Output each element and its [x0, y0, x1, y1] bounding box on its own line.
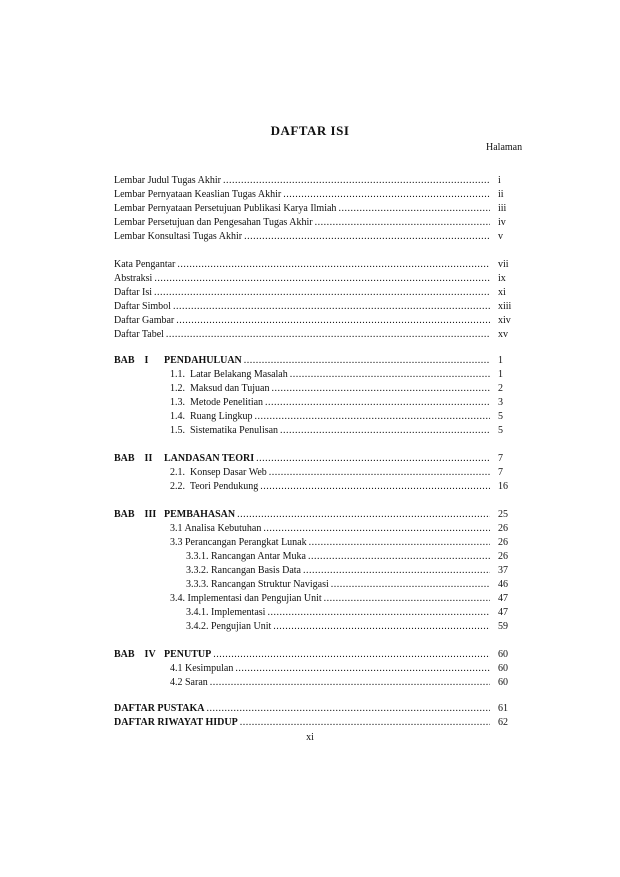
toc-entry-label: Daftar Gambar	[114, 315, 175, 326]
toc-entry-page: xiii	[498, 301, 512, 312]
dot-leader	[324, 592, 490, 606]
dot-leader	[273, 620, 490, 634]
toc-entry-label: 3.1 Analisa Kebutuhan	[170, 523, 262, 534]
toc-entry	[114, 662, 516, 676]
toc-entry-label: 1.2. Maksud dan Tujuan	[170, 383, 270, 394]
toc-entry-page: 46	[498, 579, 508, 590]
toc-entry-page: ix	[498, 273, 506, 284]
toc-entry	[114, 188, 516, 202]
toc-entry-label: 1.3. Metode Penelitian	[170, 397, 264, 408]
dot-leader	[176, 314, 490, 328]
toc-entry-label: Lembar Persetujuan dan Pengesahan Tugas Akhir	[114, 217, 313, 228]
toc-entry-label: 1.4. Ruang Lingkup	[170, 411, 253, 422]
dot-leader	[154, 286, 490, 300]
toc-entry	[114, 522, 516, 536]
toc-entry-label: 2.2. Teori Pendukung	[170, 481, 259, 492]
toc-entry	[114, 606, 516, 620]
toc-entry	[114, 286, 516, 300]
toc-entry-label: Lembar Konsultasi Tugas Akhir	[114, 231, 243, 242]
dot-leader	[263, 522, 490, 536]
toc-entry	[114, 328, 516, 342]
dot-leader	[213, 648, 490, 662]
dot-leader	[235, 662, 490, 676]
dot-leader	[260, 480, 490, 494]
toc-entry-label: Daftar Isi	[114, 287, 153, 298]
toc-entry-label: 3.4.1. Implementasi	[186, 607, 266, 618]
toc-entry	[114, 216, 516, 230]
toc-entry	[114, 258, 516, 272]
toc-entry-page: iv	[498, 217, 506, 228]
toc-entry-page: 5	[498, 425, 503, 436]
toc-entry-label: DAFTAR RIWAYAT HIDUP	[114, 717, 238, 728]
toc-entry-page: 1	[498, 355, 503, 366]
toc-entry-page: 60	[498, 663, 508, 674]
toc-entry-page: 26	[498, 537, 508, 548]
toc-entry-page: 7	[498, 467, 503, 478]
toc-entry-page: 5	[498, 411, 503, 422]
dot-leader	[269, 466, 490, 480]
toc-entry	[114, 410, 516, 424]
toc-entry	[114, 676, 516, 690]
page-title: DAFTAR ISI	[270, 123, 350, 138]
dot-leader	[240, 716, 490, 730]
toc-entry	[114, 620, 516, 634]
toc-entry-page: 7	[498, 453, 503, 464]
chapter-number: BAB III	[114, 509, 157, 520]
toc-entry-page: ii	[498, 189, 504, 200]
dot-leader	[265, 396, 490, 410]
toc-entry-page: 37	[498, 565, 508, 576]
toc-entry	[114, 648, 516, 662]
toc-entry	[114, 368, 516, 382]
toc-entry-label: 3.3.1. Rancangan Antar Muka	[186, 551, 306, 562]
toc-entry	[114, 174, 516, 188]
toc-entry-label: 3.3 Perancangan Perangkat Lunak	[170, 537, 307, 548]
toc-entry	[114, 202, 516, 216]
toc-entry-page: iii	[498, 203, 507, 214]
toc-entry-label: PENDAHULUAN	[164, 355, 242, 366]
dot-leader	[154, 272, 490, 286]
dot-leader	[338, 202, 490, 216]
toc-entry-page: 61	[498, 703, 508, 714]
toc-entry-label: PENUTUP	[164, 649, 212, 660]
dot-leader	[173, 300, 490, 314]
chapter-number: BAB IV	[114, 649, 156, 660]
toc-entry	[114, 564, 516, 578]
toc-entry-page: 47	[498, 607, 508, 618]
toc-entry-label: 3.4. Implementasi dan Pengujian Unit	[170, 593, 322, 604]
dot-leader	[244, 354, 490, 368]
dot-leader	[206, 702, 490, 716]
toc-entry-label: PEMBAHASAN	[164, 509, 236, 520]
dot-leader	[223, 174, 490, 188]
toc-entry-page: 3	[498, 397, 503, 408]
dot-leader	[290, 368, 490, 382]
toc-entry	[114, 452, 516, 466]
toc-entry-page: vii	[498, 259, 509, 270]
toc-entry-label: 3.3.2. Rancangan Basis Data	[186, 565, 301, 576]
toc-entry-page: 60	[498, 649, 508, 660]
dot-leader	[331, 578, 490, 592]
toc-entry-page: 47	[498, 593, 508, 604]
dot-leader	[303, 564, 490, 578]
toc-entry-label: Kata Pengantar	[114, 259, 176, 270]
toc-entry-label: 3.4.2. Pengujian Unit	[186, 621, 272, 632]
dot-leader	[244, 230, 490, 244]
toc-entry	[114, 382, 516, 396]
toc-entry	[114, 508, 516, 522]
toc-entry	[114, 480, 516, 494]
toc-entry-label: DAFTAR PUSTAKA	[114, 703, 205, 714]
chapter-number: BAB I	[114, 355, 149, 366]
toc-entry	[114, 536, 516, 550]
toc-entry-page: 26	[498, 551, 508, 562]
toc-entry	[114, 466, 516, 480]
toc-entry	[114, 314, 516, 328]
toc-entry-label: 2.1. Konsep Dasar Web	[170, 467, 267, 478]
toc-entry-page: 59	[498, 621, 508, 632]
toc-entry-page: v	[498, 231, 503, 242]
dot-leader	[308, 550, 490, 564]
toc-entry-label: Abstraksi	[114, 273, 153, 284]
toc-entry	[114, 578, 516, 592]
dot-leader	[267, 606, 490, 620]
toc-entry	[114, 702, 516, 716]
toc-entry-label: Lembar Pernyataan Keaslian Tugas Akhir	[114, 189, 282, 200]
toc-entry-label: LANDASAN TEORI	[164, 453, 255, 464]
toc-entry-label: 3.3.3. Rancangan Struktur Navigasi	[186, 579, 329, 590]
toc-entry-page: i	[498, 175, 501, 186]
dot-leader	[315, 216, 490, 230]
dot-leader	[283, 188, 490, 202]
toc-entry-page: xiv	[498, 315, 511, 326]
toc-entry-label: Lembar Judul Tugas Akhir	[114, 175, 221, 186]
toc-entry-label: 1.5. Sistematika Penulisan	[170, 425, 279, 436]
page-number: xi	[306, 732, 314, 743]
halaman-label: Halaman	[486, 142, 523, 153]
toc-entry-label: 4.1 Kesimpulan	[170, 663, 234, 674]
toc-entry-page: 62	[498, 717, 508, 728]
dot-leader	[271, 382, 490, 396]
toc-entry-page: 25	[498, 509, 508, 520]
toc-entry-label: Lembar Pernyataan Persetujuan Publikasi Karya Ilmiah	[114, 203, 337, 214]
toc-entry-page: 60	[498, 677, 508, 688]
toc-entry-page: 26	[498, 523, 508, 534]
dot-leader	[237, 508, 490, 522]
toc-entry-label: 1.1. Latar Belakang Masalah	[170, 369, 288, 380]
toc-entry-label: Daftar Simbol	[114, 301, 171, 312]
toc-entry-page: 1	[498, 369, 503, 380]
dot-leader	[166, 328, 490, 342]
toc-entry-page: 2	[498, 383, 503, 394]
toc-entry	[114, 550, 516, 564]
toc-entry	[114, 272, 516, 286]
dot-leader	[177, 258, 490, 272]
toc-entry-page: 16	[498, 481, 508, 492]
chapter-number: BAB II	[114, 453, 153, 464]
dot-leader	[210, 676, 490, 690]
dot-leader	[256, 452, 490, 466]
toc-entry-label: Daftar Tabel	[114, 329, 164, 340]
dot-leader	[280, 424, 490, 438]
toc-entry	[114, 716, 516, 730]
toc-entry	[114, 424, 516, 438]
toc-entry	[114, 396, 516, 410]
toc-entry	[114, 300, 516, 314]
toc-entry-label: 4.2 Saran	[170, 677, 208, 688]
dot-leader	[255, 410, 491, 424]
toc-entry	[114, 230, 516, 244]
dot-leader	[309, 536, 490, 550]
toc-entry-page: xv	[498, 329, 508, 340]
toc-entry-page: xi	[498, 287, 506, 298]
toc-entry	[114, 354, 516, 368]
toc-entry	[114, 592, 516, 606]
